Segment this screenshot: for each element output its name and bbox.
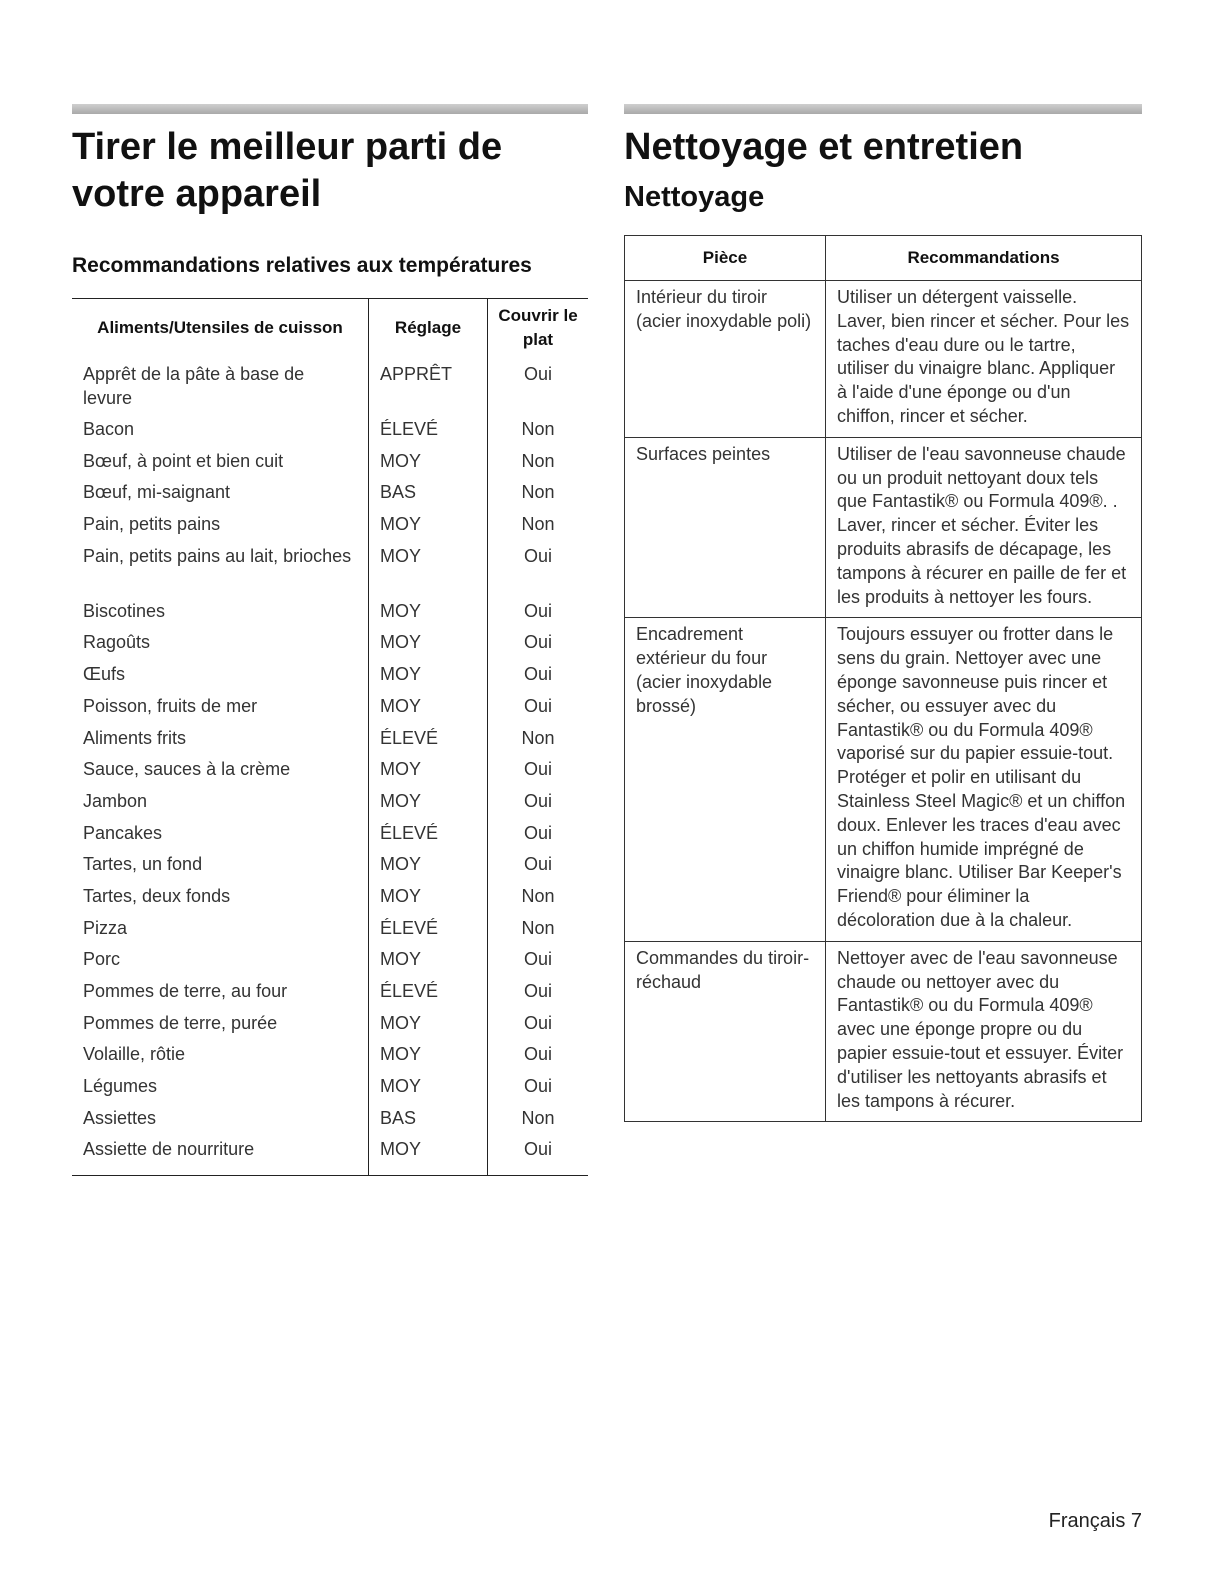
header-piece: Pièce bbox=[625, 236, 826, 281]
setting-cell: BAS bbox=[369, 480, 488, 512]
setting-cell: MOY bbox=[369, 884, 488, 916]
cover-cell: Oui bbox=[523, 1012, 552, 1033]
setting-cell: MOY bbox=[369, 599, 488, 631]
table-row bbox=[625, 941, 1142, 1122]
table-row bbox=[72, 789, 588, 821]
section-rule bbox=[72, 104, 588, 114]
table-row bbox=[72, 1106, 588, 1138]
table-row bbox=[625, 437, 1142, 618]
food-cell: Bœuf, mi-saignant bbox=[83, 482, 231, 503]
table-row bbox=[72, 694, 588, 726]
setting-cell: MOY bbox=[369, 1042, 488, 1074]
part-cell: Intérieur du tiroir (acier inoxydable poli) bbox=[625, 281, 826, 438]
setting-cell: APPRÊT bbox=[369, 356, 488, 417]
cover-cell: Oui bbox=[523, 695, 552, 716]
table-row bbox=[72, 1137, 588, 1175]
part-cell: Surfaces peintes bbox=[625, 437, 826, 618]
cover-cell: Non bbox=[521, 450, 555, 471]
temperature-table bbox=[72, 298, 588, 1176]
section-rule bbox=[624, 104, 1142, 114]
cover-cell: Oui bbox=[523, 790, 552, 811]
cover-cell: Non bbox=[521, 419, 555, 439]
recommendation-cell: Utiliser un détergent vaisselle. Laver, bien rincer et sécher. Pour les taches d'eau dure ou le tartre, utiliser du vinaigre blanc. Appliquer à l'aide d'une éponge ou d'un chiffon, rincer et sécher. bbox=[826, 281, 1142, 438]
food-cell: Légumes bbox=[83, 1076, 158, 1097]
food-cell: Porc bbox=[83, 949, 121, 970]
setting-cell: MOY bbox=[369, 1011, 488, 1043]
table-row bbox=[72, 726, 588, 758]
cover-cell: Non bbox=[521, 482, 555, 503]
header-aliments: Aliments/Utensiles de cuisson bbox=[72, 299, 369, 357]
recommendation-cell: Utiliser de l'eau savonneuse chaude ou un produit nettoyant doux tels que Fantastik® ou Formula 409®. . Laver, rincer et sécher. Éviter les produits abrasifs de décapage, les tampons à récurer en paille de fer et les produits à nettoyer les fours. bbox=[826, 437, 1142, 618]
table-row bbox=[72, 757, 588, 789]
food-cell: Sauce, sauces à la crème bbox=[83, 759, 291, 780]
table-row bbox=[72, 1042, 588, 1074]
setting-cell: MOY bbox=[369, 630, 488, 662]
setting-cell: ÉLEVÉ bbox=[369, 417, 488, 449]
part-cell: Encadrement extérieur du four (acier inoxydable brossé) bbox=[625, 618, 826, 941]
cover-cell: Non bbox=[521, 885, 555, 906]
section-subtitle-nettoyage: Nettoyage bbox=[624, 181, 765, 213]
cover-cell: Non bbox=[521, 727, 555, 748]
table-row bbox=[72, 979, 588, 1011]
cover-cell: Oui bbox=[523, 632, 552, 653]
setting-cell: MOY bbox=[369, 1074, 488, 1106]
cover-cell: Oui bbox=[523, 664, 552, 685]
food-cell: Bœuf, à point et bien cuit bbox=[83, 450, 284, 471]
left-column bbox=[72, 104, 588, 1176]
cover-cell: Oui bbox=[523, 949, 552, 970]
food-cell: Œufs bbox=[83, 664, 126, 685]
table-row bbox=[72, 630, 588, 662]
cover-cell: Oui bbox=[523, 759, 552, 780]
food-cell: Assiettes bbox=[83, 1107, 157, 1128]
section-subtitle-temperatures: Recommandations relatives aux températures bbox=[72, 254, 532, 277]
table-row bbox=[72, 544, 588, 599]
table-row bbox=[72, 1074, 588, 1106]
recommendation-cell: Toujours essuyer ou frotter dans le sens du grain. Nettoyer avec une éponge savonneuse puis rincer et sécher, ou essuyer avec du Fantastik® ou du Formula 409® vaporisé sur du papier essuie-tout. Protéger et polir en utilisant du Stainless Steel Magic® et un chiffon doux. Enlever les traces d'eau avec un chiffon humide imprégné de vinaigre blanc. Utiliser Bar Keeper's Friend® pour éliminer la décoloration due à la chaleur. bbox=[826, 618, 1142, 941]
setting-cell: MOY bbox=[369, 852, 488, 884]
cover-cell: Non bbox=[521, 514, 555, 535]
food-cell: Pancakes bbox=[83, 822, 163, 843]
table-row bbox=[72, 852, 588, 884]
food-cell: Tartes, un fond bbox=[83, 854, 203, 875]
food-cell: Biscotines bbox=[83, 600, 166, 621]
food-cell: Assiette de nourriture bbox=[72, 1137, 369, 1175]
table-row bbox=[72, 947, 588, 979]
setting-cell: BAS bbox=[369, 1106, 488, 1138]
table-row bbox=[625, 281, 1142, 438]
food-cell: Apprêt de la pâte à base de levure bbox=[83, 364, 305, 408]
setting-cell: MOY bbox=[369, 789, 488, 821]
cleaning-table bbox=[624, 235, 1142, 1122]
cover-cell: Oui bbox=[523, 981, 552, 1001]
setting-cell: ÉLEVÉ bbox=[369, 916, 488, 948]
cover-cell: Oui bbox=[488, 1137, 589, 1175]
recommendation-cell: Nettoyer avec de l'eau savonneuse chaude ou nettoyer avec du Fantastik® ou du Formula 409® avec une éponge propre ou du papier essuie-tout et essuyer. Éviter d'utiliser les nettoyants abrasifs et les tampons à récurer. bbox=[826, 941, 1142, 1122]
header-couvrir: Couvrir le plat bbox=[488, 299, 589, 357]
setting-cell: MOY bbox=[369, 512, 488, 544]
cover-cell: Oui bbox=[523, 1076, 552, 1097]
food-cell: Pommes de terre, purée bbox=[83, 1012, 278, 1033]
cover-cell: Oui bbox=[523, 1044, 552, 1065]
table-row bbox=[72, 480, 588, 512]
food-cell: Pain, petits pains au lait, brioches bbox=[83, 545, 352, 566]
table-row bbox=[72, 916, 588, 948]
setting-cell: MOY bbox=[369, 694, 488, 726]
cover-cell: Non bbox=[521, 917, 555, 938]
setting-cell: ÉLEVÉ bbox=[369, 979, 488, 1011]
table-row bbox=[625, 618, 1142, 941]
part-cell: Commandes du tiroir-réchaud bbox=[625, 941, 826, 1122]
table-row bbox=[72, 821, 588, 853]
setting-cell: MOY bbox=[369, 544, 488, 599]
food-cell: Ragoûts bbox=[83, 632, 151, 653]
food-cell: Pain, petits pains bbox=[83, 514, 221, 535]
table-row bbox=[72, 512, 588, 544]
right-column bbox=[624, 104, 1142, 1122]
setting-cell: MOY bbox=[369, 757, 488, 789]
cover-cell: Oui bbox=[523, 364, 552, 384]
food-cell: Pizza bbox=[83, 917, 128, 938]
header-reglage: Réglage bbox=[369, 299, 488, 357]
page-title-right: Nettoyage et entretien bbox=[624, 126, 1024, 168]
setting-cell: MOY bbox=[369, 662, 488, 694]
food-cell: Jambon bbox=[83, 790, 148, 811]
food-cell: Aliments frits bbox=[83, 727, 187, 748]
table-row bbox=[72, 1011, 588, 1043]
food-cell: Poisson, fruits de mer bbox=[83, 695, 258, 716]
food-cell: Volaille, rôtie bbox=[83, 1044, 186, 1065]
table-row bbox=[72, 417, 588, 449]
header-recommandations: Recommandations bbox=[826, 236, 1142, 281]
cover-cell: Non bbox=[521, 1107, 555, 1128]
setting-cell: MOY bbox=[369, 1137, 488, 1175]
setting-cell: MOY bbox=[369, 449, 488, 481]
cover-cell: Oui bbox=[523, 545, 552, 566]
table-row bbox=[72, 884, 588, 916]
page-title-left: Tirer le meilleur parti de votre appareil bbox=[72, 126, 503, 215]
table-row bbox=[72, 662, 588, 694]
setting-cell: MOY bbox=[369, 947, 488, 979]
cover-cell: Oui bbox=[523, 854, 552, 875]
food-cell: Pommes de terre, au four bbox=[83, 981, 288, 1001]
page-number: Français 7 bbox=[1048, 1510, 1142, 1532]
table-row bbox=[72, 599, 588, 631]
table-row bbox=[72, 356, 588, 417]
cover-cell: Oui bbox=[523, 822, 552, 843]
setting-cell: ÉLEVÉ bbox=[369, 726, 488, 758]
food-cell: Tartes, deux fonds bbox=[83, 885, 231, 906]
table-row bbox=[72, 449, 588, 481]
food-cell: Bacon bbox=[83, 419, 135, 439]
setting-cell: ÉLEVÉ bbox=[369, 821, 488, 853]
cover-cell: Oui bbox=[523, 600, 552, 621]
